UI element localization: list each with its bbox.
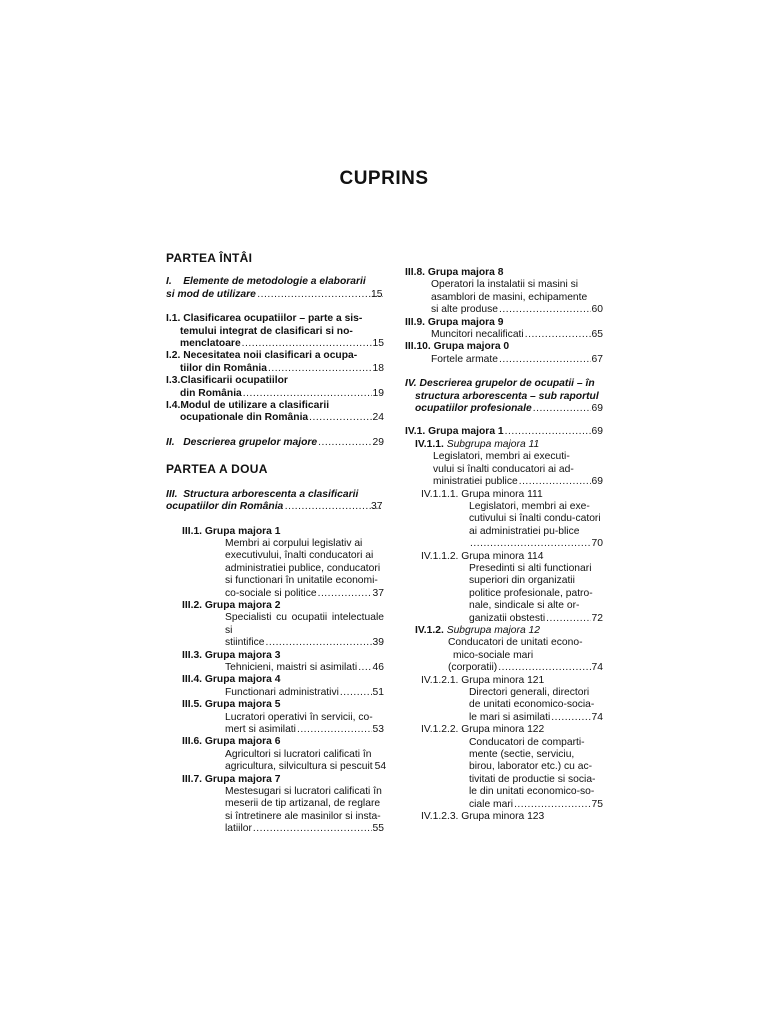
toc-entry[interactable]: IV.1.1.1. Grupa minora 111 Legislatori, membri ai exe- cutivului si înalti condu-catori ai administratiei pu-blice ..... 70 <box>405 489 603 551</box>
toc-entry[interactable]: III.8. Grupa majora 8 Operatori la instalatii si masini si asamblori de masini, echipamente si alte produse ..... 60 <box>405 267 603 317</box>
toc-entry[interactable]: IV.1.2. Subgrupa majora 12 Conducatori de unitati econo- mico-sociale mari (corporatii) ..... 74 <box>405 625 603 675</box>
part-heading: PARTEA ÎNTÂI <box>166 251 253 265</box>
toc-right-column <box>405 267 603 823</box>
toc-entry[interactable]: III.6. Grupa majora 6 Agricultori si lucratori calificati în agricultura, silvicultura si pescuit 54 <box>182 736 387 773</box>
toc-entry[interactable]: II. Descrierea grupelor majore ..... 29 <box>166 437 384 449</box>
toc-entry[interactable]: III.7. Grupa majora 7 Mestesugari si lucratori calificati în meserii de tip artizanal, de reglare si întretinere ale masinilor si insta- latiilor ..... 55 <box>182 774 384 836</box>
toc-entry[interactable]: IV.1.1.2. Grupa minora 114 Presedinti si alti functionari superiori din organizatii politice profesionale, patro- nale, sindicale si alte or- ganizatii obstesti ..... 72 <box>405 551 603 625</box>
toc-entry[interactable]: III.2. Grupa majora 2 Specialisti cu ocupatii intelectuale si stiintifice ..... 39 <box>182 600 384 650</box>
toc-entry[interactable]: I.1. Clasificarea ocupatiilor – parte a sis- temului integrat de clasificari si no- menclatoare ..... 15 <box>166 313 384 350</box>
toc-entry[interactable]: IV. Descrierea grupelor de ocupatii – în structura arborescenta – sub raportul ocupatiilor profesionale ..... 69 <box>405 378 603 415</box>
toc-entry[interactable]: III.1. Grupa majora 1 Membri ai corpului legislativ ai executivului, înalti conducatori ai administratiei publice, conducatori si functionari în unitatile economi- co-sociale si politice ..... 37 <box>182 526 384 600</box>
toc-entry[interactable]: I. Elemente de metodologie a elaborarii si mod de utilizare ..... 15 <box>166 276 384 301</box>
toc-entry[interactable]: I.4.Modul de utilizare a clasificarii ocupationale din România ..... 24 <box>166 400 384 425</box>
toc-entry[interactable]: I.3.Clasificarii ocupatiilor din România ..... 19 <box>166 375 384 400</box>
toc-entry[interactable]: III.10. Grupa majora 0 Fortele armate ..... 67 <box>405 341 603 366</box>
toc-entry[interactable]: IV.1.2.3. Grupa minora 123 <box>421 811 545 823</box>
toc-entry[interactable]: III.4. Grupa majora 4 Functionari administrativi ..... 51 <box>182 674 384 699</box>
toc-left-column <box>166 251 387 836</box>
toc-entry[interactable]: IV.1. Grupa majora 1 ..... 69 <box>405 426 603 438</box>
toc-entry[interactable]: III.5. Grupa majora 5 Lucratori operativi în servicii, co- mert si asimilati ..... 53 <box>182 699 384 736</box>
toc-entry[interactable]: III.9. Grupa majora 9 Muncitori necalificati ..... 65 <box>405 317 603 342</box>
page-title: CUPRINS <box>339 168 429 189</box>
toc-entry[interactable]: III. Structura arborescenta a clasificarii ocupatiilor din România ..... 37 <box>166 489 384 514</box>
toc-entry[interactable]: I.2. Necesitatea noii clasificari a ocupa- tiilor din România ..... 18 <box>166 350 384 375</box>
part-heading: PARTEA A DOUA <box>166 462 268 477</box>
toc-entry[interactable]: III.3. Grupa majora 3 Tehnicieni, maistri si asimilati ..... 46 <box>182 650 384 675</box>
toc-entry[interactable]: IV.1.2.1. Grupa minora 121 Directori generali, directori de unitati economico-socia- le mari si asimilati ..... 74 <box>405 675 603 725</box>
toc-entry[interactable]: IV.1.2.2. Grupa minora 122 Conducatori de comparti- mente (sectie, serviciu, birou, laborator etc.) cu ac- tivitati de productie si socia- le din unitati economico-so- ciale mari ..... 75 <box>405 724 603 811</box>
toc-entry[interactable]: IV.1.1. Subgrupa majora 11 Legislatori, membri ai executi- vului si înalti conducatori ai ad- ministratiei publice ..... 69 <box>405 439 603 489</box>
